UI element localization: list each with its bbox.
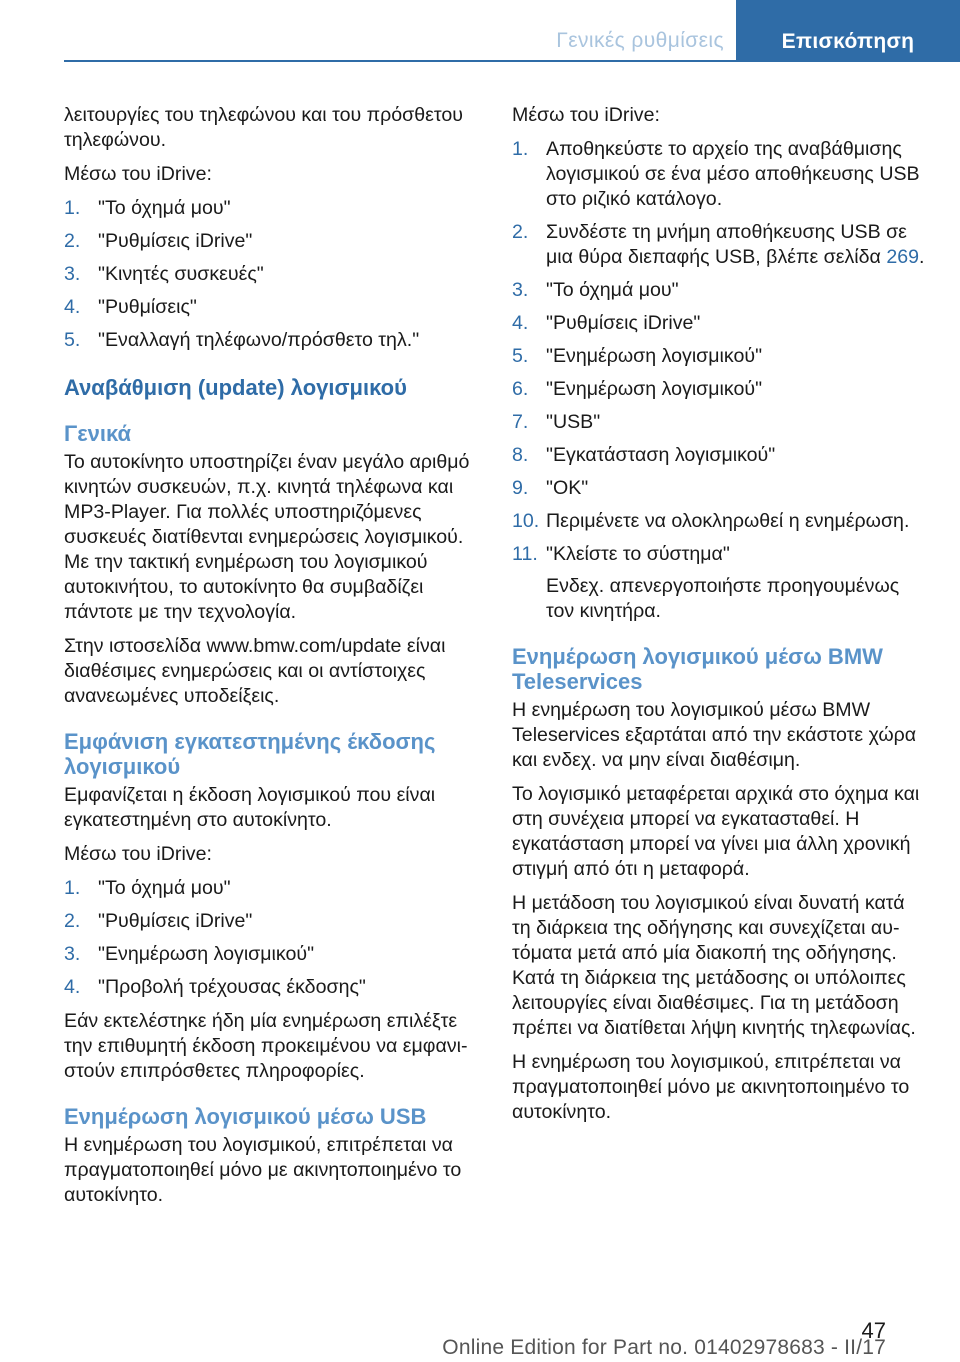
step-text: "Ρυθμίσεις iDrive" xyxy=(98,910,253,932)
step-number: 5. xyxy=(512,345,529,367)
step-number: 9. xyxy=(512,477,529,499)
step-text: "Κλείστε το σύστημα" xyxy=(546,543,730,565)
header-chapter-tab: Επισκόπηση xyxy=(736,0,960,60)
step-number: 2. xyxy=(64,230,81,252)
page-number: 47 xyxy=(861,1318,886,1343)
list-item xyxy=(512,377,928,402)
step-text: Περιμένετε να ολοκληρωθεί η ενημέρωση. xyxy=(546,510,910,532)
list-item xyxy=(64,909,480,934)
step-number: 10. xyxy=(512,510,540,532)
step-number: 3. xyxy=(64,943,81,965)
via-idrive-label: Μέσω του iDrive: xyxy=(64,163,212,185)
list-item xyxy=(512,476,928,501)
via-idrive-label: Μέσω του iDrive: xyxy=(64,843,212,865)
general-paragraph: Το αυτοκίνητο υποστηρίζει έναν μεγάλο αριθμό κινητών συσκευών, π.χ. κινητά τηλέφωνα και MP3-Player. Για πολλές υποστηριζόμενες συσκευές διατίθενται ενημερώσεις λογισμικού. Με την τακτική ενημέρωση του λογισμικού αυτοκινήτου, το αυτοκίνητο θα συμβαδίζει πάντοτε με την τεχνολογία. xyxy=(64,451,470,623)
step-number: 1. xyxy=(64,197,81,219)
step-text-end: . xyxy=(919,246,925,268)
subheading-teleservices: Ενημέρωση λογισμικού μέσω BMW Teleservices xyxy=(512,644,883,694)
section-heading-update: Αναβάθμιση (update) λογισμικού xyxy=(64,375,407,400)
teleservices-paragraph-4: Η ενημέρωση του λογισμικού, επιτρέπεται να πραγματοποιηθεί μόνο με ακινητοποιημένο το αυτοκίνητο. xyxy=(512,1051,910,1123)
step-number: 3. xyxy=(64,263,81,285)
list-item xyxy=(512,410,928,435)
step-text: "Το όχημά μου" xyxy=(98,877,231,899)
subheading-general: Γενικά xyxy=(64,421,132,446)
list-item xyxy=(512,137,928,212)
step-text: "Ενημέρωση λογισμικού" xyxy=(546,345,763,367)
step-text: "OK" xyxy=(546,477,589,499)
list-item xyxy=(64,295,480,320)
step-text: "Ενημέρωση λογισμικού" xyxy=(98,943,315,965)
list-item xyxy=(512,542,928,567)
teleservices-paragraph-1: Η ενημέρωση του λογισμικού μέσω BMW Teleservices εξαρτάται από την εκάστοτε χώρα και ενδεχ. να μην είναι διαθέσιμη. xyxy=(512,699,917,771)
subheading-usb-update: Ενημέρωση λογισμικού μέσω USB xyxy=(64,1104,427,1129)
list-item xyxy=(512,278,928,303)
list-item xyxy=(512,311,928,336)
list-item xyxy=(64,262,480,287)
page-header xyxy=(0,0,960,60)
page-reference-link[interactable]: 269 xyxy=(886,246,920,268)
header-section-title: Γενικές ρυθμίσεις xyxy=(556,29,724,52)
list-item xyxy=(512,220,928,270)
step-text: "Εναλλαγή τηλέφωνο/πρόσθετο τηλ." xyxy=(98,329,420,351)
step-number: 1. xyxy=(512,138,529,160)
step-text: "Το όχημά μου" xyxy=(546,279,679,301)
step-text: "Ρυθμίσεις iDrive" xyxy=(546,312,701,334)
step-text: "Κινητές συσκευές" xyxy=(98,263,264,285)
list-item xyxy=(512,443,928,468)
subheading-display-version: Εμφάνιση εγκατεστημένης έκδοσης λογισμικού xyxy=(64,729,436,779)
phone-settings-steps xyxy=(64,196,480,353)
step-text: "Ρυθμίσεις iDrive" xyxy=(98,230,253,252)
display-version-steps xyxy=(64,876,480,1000)
step-number: 3. xyxy=(512,279,529,301)
step-text: "Προβολή τρέχουσας έκδοσης" xyxy=(98,976,366,998)
step-text: "Εγκατάσταση λογισμικού" xyxy=(546,444,776,466)
website-paragraph: Στην ιστοσελίδα www.bmw.com/update είναι διαθέσιμες ενημερώσεις και οι αντίστοιχες ανανεωμένες υποδείξεις. xyxy=(64,635,446,707)
step-number: 2. xyxy=(512,221,529,243)
step-text: "Το όχημά μου" xyxy=(98,197,231,219)
list-item xyxy=(512,509,928,534)
step-number: 2. xyxy=(64,910,81,932)
step-number: 1. xyxy=(64,877,81,899)
via-idrive-label: Μέσω του iDrive: xyxy=(512,104,660,126)
step-text: "Ρυθμίσεις" xyxy=(98,296,197,318)
edition-footer: Online Edition for Part no. 01402978683 - II/17 xyxy=(442,1336,886,1359)
usb-update-steps xyxy=(512,137,928,567)
step-number: 5. xyxy=(64,329,81,351)
step-number: 4. xyxy=(512,312,529,334)
list-item xyxy=(64,975,480,1000)
display-paragraph: Εμφανίζεται η έκδοση λογισμικού που είναι εγκατεστημένη στο αυτοκίνητο. xyxy=(64,784,436,831)
teleservices-paragraph-3: Η μετάδοση του λογισμικού είναι δυνατή κατά τη διάρκεια της οδήγησης και συνεχίζεται αυτόματα μετά από μία διακοπή της οδήγησης. Κατά τη διάρκεια της μετάδοσης οι υπόλοιπες λειτουργίες είναι διαθέσιμες. Για τη μετάδοση πρέπει να διατίθεται λήψη κινητής τηλεφωνίας. xyxy=(512,892,916,1039)
step-number: 7. xyxy=(512,411,529,433)
step-number: 8. xyxy=(512,444,529,466)
step-note: Ενδεχ. απενεργοποιήστε προηγουμένως τον κινητήρα. xyxy=(546,575,900,622)
step-text: Αποθηκεύστε το αρχείο της αναβάθμισης λογισμικού σε ένα μέσο αποθήκευσης USB στο ριζικό κατάλογο. xyxy=(546,138,920,210)
left-column xyxy=(64,103,480,1217)
list-item xyxy=(64,229,480,254)
list-item xyxy=(64,196,480,221)
step-number: 4. xyxy=(64,976,81,998)
step-number: 11. xyxy=(512,543,538,565)
display-followup-paragraph: Εάν εκτελέστηκε ήδη μία ενημέρωση επιλέξτε την επιθυμητή έκδοση προκειμένου να εμφανιστούν επιπρόσθετες πληροφορίες. xyxy=(64,1010,468,1082)
list-item xyxy=(512,344,928,369)
right-column xyxy=(512,103,928,1134)
step-number: 4. xyxy=(64,296,81,318)
intro-paragraph: λειτουργίες του τηλεφώνου και του πρόσθετου τηλεφώνου. xyxy=(64,104,463,151)
step-text: Συνδέστε τη μνήμη αποθήκευσης USB σε μια θύρα διεπαφής USB, βλέπε σελίδα xyxy=(546,221,907,268)
list-item xyxy=(64,876,480,901)
step-text: "USB" xyxy=(546,411,601,433)
header-rule xyxy=(64,60,960,62)
teleservices-paragraph-2: Το λογισμικό μεταφέρεται αρχικά στο όχημα και στη συνέχεια μπορεί να εγκατασταθεί. Η εγκατάσταση μπορεί να γίνει μια άλλη χρονική στιγμή από ότι η μεταφορά. xyxy=(512,783,920,880)
list-item xyxy=(64,942,480,967)
usb-paragraph: Η ενημέρωση του λογισμικού, επιτρέπεται να πραγματοποιηθεί μόνο με ακινητοποιημένο το αυτοκίνητο. xyxy=(64,1134,462,1206)
step-text: "Ενημέρωση λογισμικού" xyxy=(546,378,763,400)
list-item xyxy=(64,328,480,353)
step-number: 6. xyxy=(512,378,529,400)
